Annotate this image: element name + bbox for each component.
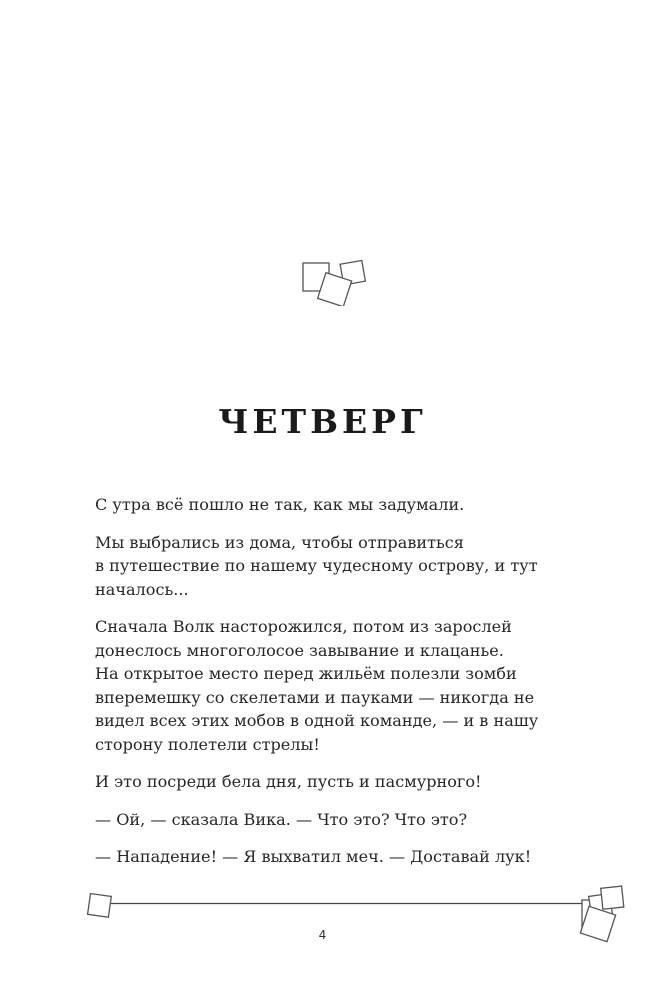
footer-rule-ornament (80, 880, 625, 960)
text-line: вперемешку со скелетами и пауками — никогда не (95, 687, 535, 707)
text-line: — Нападение! — Я выхватил меч. — Доставай лук! (95, 847, 532, 866)
chapter-title: ЧЕТВЕРГ (218, 402, 427, 441)
text-line: Мы выбрались из дома, чтобы отправиться (95, 532, 464, 552)
text-line: сторону полетели стрелы! (95, 734, 320, 754)
paragraph (95, 531, 565, 602)
footer-square-left-icon (88, 894, 112, 918)
text-line: На открытое место перед жильём полезли зомби (95, 664, 517, 683)
paragraph (95, 808, 565, 832)
text-line: И это посреди бела дня, пусть и пасмурного! (95, 772, 482, 791)
page-number: 4 (318, 928, 327, 942)
chapter-body (95, 493, 565, 883)
text-line: донеслось многоголосое завывание и клацанье. (95, 640, 504, 660)
text-line: С утра всё пошло не так, как мы задумали. (95, 495, 465, 514)
paragraph (95, 493, 565, 517)
paragraph (95, 845, 565, 869)
text-line: Сначала Волк насторожился, потом из зарослей (95, 617, 512, 636)
text-line: видел всех этих мобов в одной команде, — и в нашу (95, 711, 539, 730)
text-line: в путешествие по нашему чудесному острову, и тут (95, 556, 538, 575)
text-line: началось... (95, 579, 189, 599)
text-line: — Ой, — сказала Вика. — Что это? Что это? (95, 809, 468, 829)
paragraph (95, 615, 565, 756)
paragraph (95, 770, 565, 794)
ornament-squares-icon (296, 256, 366, 306)
